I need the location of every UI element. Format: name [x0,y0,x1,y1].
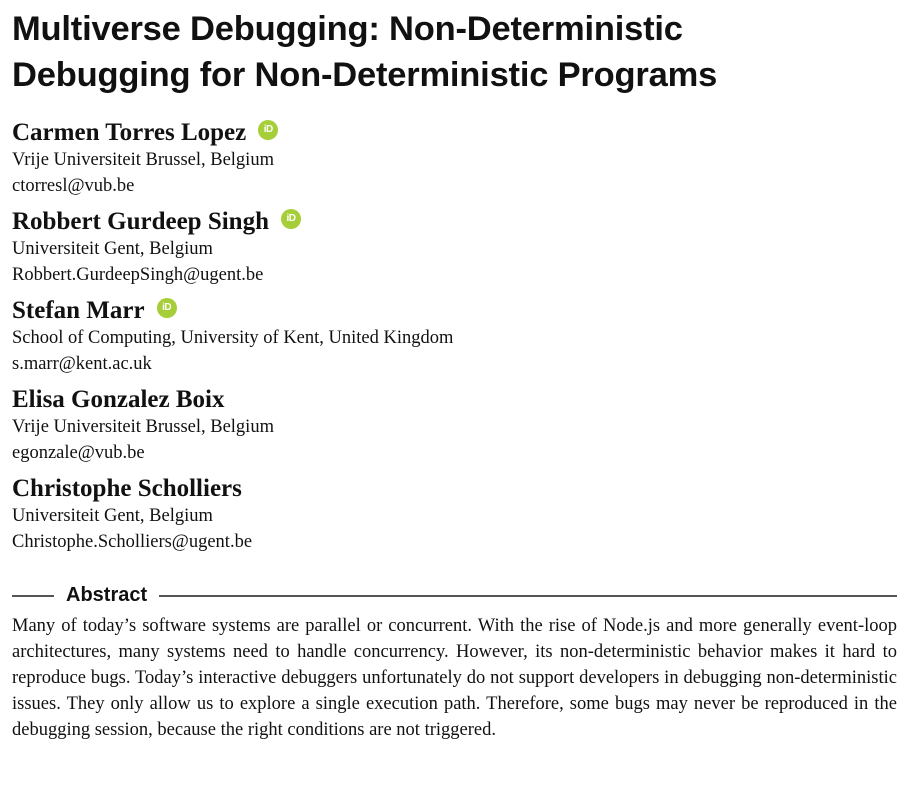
author-name-line [12,386,897,414]
author-name: Robbert Gurdeep Singh [12,208,269,235]
author-email[interactable]: Robbert.GurdeepSingh@ugent.be [12,265,264,285]
abstract-heading: Abstract [66,584,148,606]
author-block [12,208,897,288]
author-name: Christophe Scholliers [12,475,242,502]
author-email[interactable]: Christophe.Scholliers@ugent.be [12,532,253,552]
author-email[interactable]: egonzale@vub.be [12,443,145,463]
orcid-icon[interactable]: iD [258,120,278,140]
author-affiliation: School of Computing, University of Kent, United Kingdom [12,328,454,348]
author-email[interactable]: s.marr@kent.ac.uk [12,354,152,374]
author-name-line [12,208,897,236]
author-affiliation: Vrije Universiteit Brussel, Belgium [12,417,274,437]
author-name: Carmen Torres Lopez [12,119,247,146]
author-name-line [12,297,897,325]
paper-title-line-1: Multiverse Debugging: Non-Deterministic [12,10,683,48]
author-block [12,386,897,466]
abstract-rule-left [12,595,54,597]
author-block [12,119,897,199]
author-list [12,119,897,555]
author-block [12,297,897,377]
abstract-header [12,584,897,607]
author-affiliation: Universiteit Gent, Belgium [12,506,213,526]
abstract-rule-right [159,595,897,597]
paper-title [12,6,897,98]
abstract-text: Many of today’s software systems are parallel or concurrent. With the rise of Node.js and more generally event-loop architectures, many systems need to handle concurrency. However, its non-deterministic behavior makes it hard to reproduce bugs. Today’s interactive debuggers unfortunately do not support developers in debugging non-deterministic issues. They only allow us to explore a single execution path. Therefore, some bugs may never be reproduced in the debugging session, because the right conditions are not triggered. [12,616,897,740]
paper-title-line-2: Debugging for Non-Deterministic Programs [12,56,718,94]
orcid-icon[interactable]: iD [157,298,177,318]
author-name: Elisa Gonzalez Boix [12,386,225,413]
paper-page [12,0,897,762]
author-name-line [12,475,897,503]
author-email[interactable]: ctorresl@vub.be [12,176,135,196]
author-name-line [12,119,897,147]
orcid-icon[interactable]: iD [281,209,301,229]
author-name: Stefan Marr [12,297,145,324]
author-block [12,475,897,555]
author-affiliation: Universiteit Gent, Belgium [12,239,213,259]
author-affiliation: Vrije Universiteit Brussel, Belgium [12,150,274,170]
